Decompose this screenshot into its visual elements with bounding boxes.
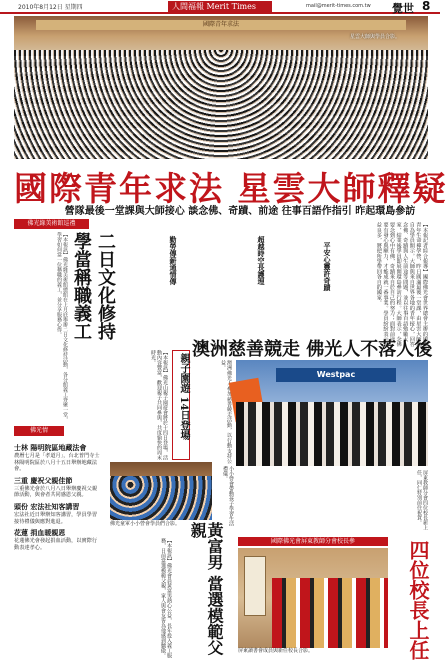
model-father-body: 【本報訊】佛光會員黃富男熱心公益，長年投入義工服務，日前當選模範父親，家人與會友皆為他感到驕傲。 bbox=[160, 538, 172, 658]
photo-caption: 星雲大師與學員合影。 bbox=[350, 34, 401, 40]
group-photo bbox=[14, 16, 428, 159]
brief-body: 農曆七月是「孝道月」，台北普門寺士林陽明院區於八月十五日舉辦地藏法會。 bbox=[14, 453, 100, 473]
walkers-image bbox=[236, 402, 428, 466]
sidebar-title-1: 二日文化修持 bbox=[95, 232, 116, 340]
sidebar-section-bar-2: 佛光情 bbox=[14, 426, 64, 436]
article-subhead-1: 平安心靈許奇蹟 bbox=[323, 242, 331, 291]
sub-headline: 營隊最後一堂課與大師接心 談念佛、奇蹟、前途 往事百語作指引 昨起環島參訪 bbox=[64, 206, 416, 217]
brief-title: 士林 陽明院區地藏法會 bbox=[14, 444, 87, 452]
brief-body: 三重佛光會於八月八日舉辦慶祝父親節活動，與會者共同感恩父親。 bbox=[14, 485, 98, 499]
page-header bbox=[0, 0, 440, 14]
principals-section-bar: 國際佛光會屏東教師分會校長參 bbox=[238, 537, 388, 546]
charity-walk-caption: 澳洲佛光人參加慈善競走活動，以行動支持公益。 bbox=[220, 360, 232, 464]
principals-body: 屏東教師分會四位校長新上任，同仁特別前往祝賀。 bbox=[416, 470, 428, 530]
brief-title: 三重 慶祝父親佳節 bbox=[14, 476, 73, 485]
sidebar-title-2: 學當稱職義工 bbox=[71, 232, 92, 340]
kids-camp-photo bbox=[110, 462, 212, 520]
sidebar-section-bar: 佛光緣美術館巡禮 bbox=[14, 219, 89, 229]
kids-camp-text: 小小營會帶動孩子學習生活禮儀。 bbox=[222, 466, 234, 526]
principals-caption: 屏東讀書會成員與新任校長合影。 bbox=[238, 648, 314, 654]
brief-body: 花蓮佛光會發起捐血活動，以實際行動表達孝心。 bbox=[14, 538, 98, 551]
kids-camp-caption: 佛光童軍小小營會學員們合影。 bbox=[110, 521, 181, 527]
brief-body: 宏法社近日舉辦知客講習，學員學習接待禮儀與應對進退。 bbox=[14, 511, 98, 525]
charity-walk-headline: 澳洲慈善競走 佛光人不落人後 bbox=[192, 339, 433, 360]
sidebar-article bbox=[14, 232, 114, 422]
family-fair-title: 親子園遊 14日登場 bbox=[172, 350, 190, 460]
article-subhead-2: 超越時空長護理 bbox=[257, 236, 265, 285]
photo-banner: 國際青年求法 bbox=[36, 20, 406, 30]
sponsor-sign: Westpac bbox=[276, 368, 396, 382]
main-article-body: 【本報記者綜合報導】國際佛光會世界總會主辦的國際青年生命禪學營，昨日圓滿最後一堂課，由星雲大師親自為學員開示。大師與來自世界各地的青年接心，回答念佛、奇蹟與人生前途等問題，並以往事百語勉勵大家，結業後學員即展開環島參訪行程。大師表示，念佛要念到心中有佛，奇蹟來自於自己的努力；面對前途，要有發心與願力，才能成就一番事業。學員紛紛表示受益良多，將把所學帶回各自的國家。 bbox=[375, 222, 428, 347]
principals-image bbox=[272, 578, 388, 648]
article-subhead-3: 勤勞傳薪通情傳 bbox=[169, 236, 177, 285]
sidebar-body: 【本報訊】佛光緣美術館總館在上月底舉辦二日文化修持活動，各分館義工齊聚一堂，學習如何當一位稱職的義工，並分享服務心得。 bbox=[56, 232, 68, 422]
section-name: 覺世 bbox=[392, 2, 414, 15]
main-headline: 國際青年求法 星雲大師釋疑 bbox=[14, 169, 448, 208]
brief-title: 花蓮 捐血暖親恩 bbox=[14, 529, 66, 538]
charity-walk-photo bbox=[236, 360, 428, 466]
masthead-logo: 人間福報 Merit Times bbox=[168, 1, 272, 12]
page-number: 8 bbox=[422, 0, 431, 13]
principals-headline: 四位校長上任 bbox=[406, 540, 430, 660]
family-fair-article bbox=[104, 350, 190, 460]
kids-image bbox=[110, 476, 212, 520]
brief-title: 頭份 宏法社知客講習 bbox=[14, 502, 80, 511]
issue-date: 2010年8月12日 星期四 bbox=[18, 4, 83, 11]
model-father-headline: 黃富男 當選模範父親 bbox=[188, 522, 224, 656]
principals-photo bbox=[238, 548, 388, 648]
news-brief-list bbox=[14, 440, 102, 650]
family-fair-body: 【本報訊】佛光山親子園遊會將於十四日登場，活動內容豐富，歡迎親子共同參與，共度愉快的周末時光。 bbox=[150, 350, 168, 460]
calligraphy-scroll bbox=[244, 556, 266, 616]
contact-email: mail@merit-times.com.tw bbox=[306, 3, 371, 9]
crowd-rows bbox=[14, 50, 428, 159]
